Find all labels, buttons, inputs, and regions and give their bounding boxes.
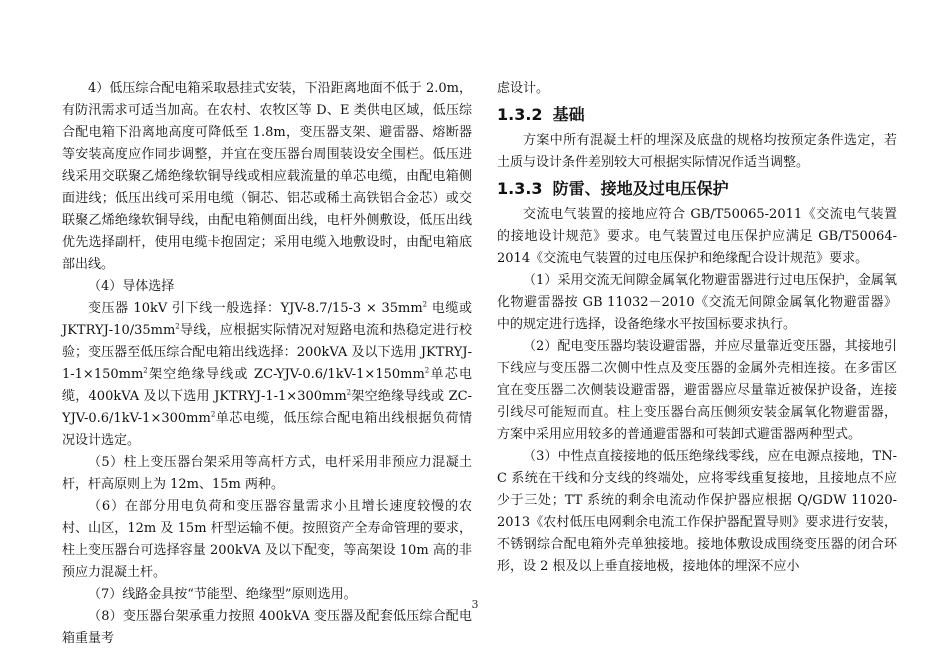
- page-number: 3: [471, 598, 479, 611]
- paragraph-continuation: 虑设计。: [497, 81, 550, 96]
- left-column: [62, 78, 472, 650]
- paragraph-mountain-areas: （6）在部分用电负荷和变压器容量需求小且增长速度较慢的农村、山区，12m 及 15m 杆型运输不便。按照资产全寿命管理的要求，柱上变压器台可选择容量 200kVA 及以下配变，等高架设 10m 高的非预应力混凝土杆。: [62, 499, 472, 580]
- paragraph-transformer-arresters: （2）配电变压器均装设避雷器，并应尽量靠近变压器，其接地引下线应与变压器二次侧中性点及变压器的金属外壳相连接。在多雷区宜在变压器二次侧装设避雷器，避雷器应尽量靠近被保护设备，连接引线尽可能短而直。柱上变压器台高压侧须安装金属氧化物避雷器，方案中采用应用较多的普通避雷器和可装卸式避雷器两种型式。: [497, 339, 897, 442]
- paragraph-neutral-grounding: （3）中性点直接接地的低压绝缘线零线，应在电源点接地，TN-C 系统在干线和分支线的终端处，应将零线重复接地，且接地点不应少于三处；TT 系统的剩余电流动作保护器应根据 Q/GDW 11020-2013《农村低压电网剩余电流工作保护器配置导则》要求进行安装，不锈钢综合配电箱外壳单独接地。接地体敷设成围绕变压器的闭合环形，设 2 根及以上垂直接地极，接地体的埋深不应小: [497, 449, 897, 574]
- paragraph-conductor-selection: 变压器 10kV 引下线一般选择：$YJV-8.7/15-3 \times 35mm^2$ 电缆或 JKTRYJ-$10/35mm^2$导线，应根据实际情况对短路电流和热稳定进行校验；变压器至低压综合配电箱出线选择：200kVA 及以下选用 JKTRYJ-$1-1\times 150mm^2$架空绝缘导线或 $ZC-YJV-0.6/1kV-1\times 150mm^2$单芯电缆，400kVA 及以下选用 JKTRYJ-$1-1\times 300mm^2$架空绝缘导线或 $ZC-YJV-0.6/1kV-1\times 300mm^2$单芯电缆，低压综合配电箱出线根据负荷情况设计选定。: [62, 300, 472, 448]
- paragraph-arrester-selection: （1）采用交流无间隙金属氧化物避雷器进行过电压保护，金属氧化物避雷器按 GB 11032－2010《交流无间隙金属氧化物避雷器》中的规定进行选择，设备绝缘水平按国标要求执行。: [497, 273, 897, 332]
- paragraph-pole-type: （5）柱上变压器台架采用等高杆方式，电杆采用非预应力混凝土杆，杆高原则上为 12m、15m 两种。: [62, 455, 472, 492]
- right-column: [497, 78, 897, 578]
- paragraph-conductor-heading: （4）导体选择: [88, 279, 175, 294]
- paragraph-grounding-standards: 交流电气装置的接地应符合 GB/T50065-2011《交流电气装置的接地设计规范》要求。电气装置过电压保护应满足 GB/T50064-2014《交流电气装置的过电压保护和绝缘配合设计规范》要求。: [497, 207, 897, 266]
- paragraph-low-voltage-box: 4）低压综合配电箱采取悬挂式安装，下沿距离地面不低于 2.0m，有防汛需求可适当加高。在农村、农牧区等 D、E 类供电区域，低压综合配电箱下沿离地高度可降低至 1.8m，变压器支架、避雷器、熔断器等安装高度应作同步调整，并宜在变压器台周围装设安全围栏。低压进线采用交联聚乙烯绝缘软铜导线或相应载流量的单芯电缆，由配电箱侧面进线；低压出线可采用电缆（铜芯、铝芯或稀土高铁铝合金芯）或交联聚乙烯绝缘软铜导线，由配电箱侧面出线，电杆外侧敷设，低压出线优先选择副杆，使用电缆卡抱固定；采用电缆入地敷设时，由配电箱底部出线。: [62, 81, 472, 272]
- section-heading-lightning-protection: 1.3.3 防雷、接地及过电压保护: [497, 179, 729, 198]
- paragraph-foundation: 方案中所有混凝土杆的埋深及底盘的规格均按预定条件选定，若土质与设计条件差别较大可根据实际情况作适当调整。: [497, 133, 897, 170]
- paragraph-fittings: （7）线路金具按“节能型、绝缘型”原则选用。: [88, 587, 357, 602]
- section-heading-foundation: 1.3.2 基础: [497, 105, 585, 124]
- paragraph-load-capacity: （8）变压器台架承重力按照 400kVA 变压器及配套低压综合配电箱重量考: [62, 609, 472, 646]
